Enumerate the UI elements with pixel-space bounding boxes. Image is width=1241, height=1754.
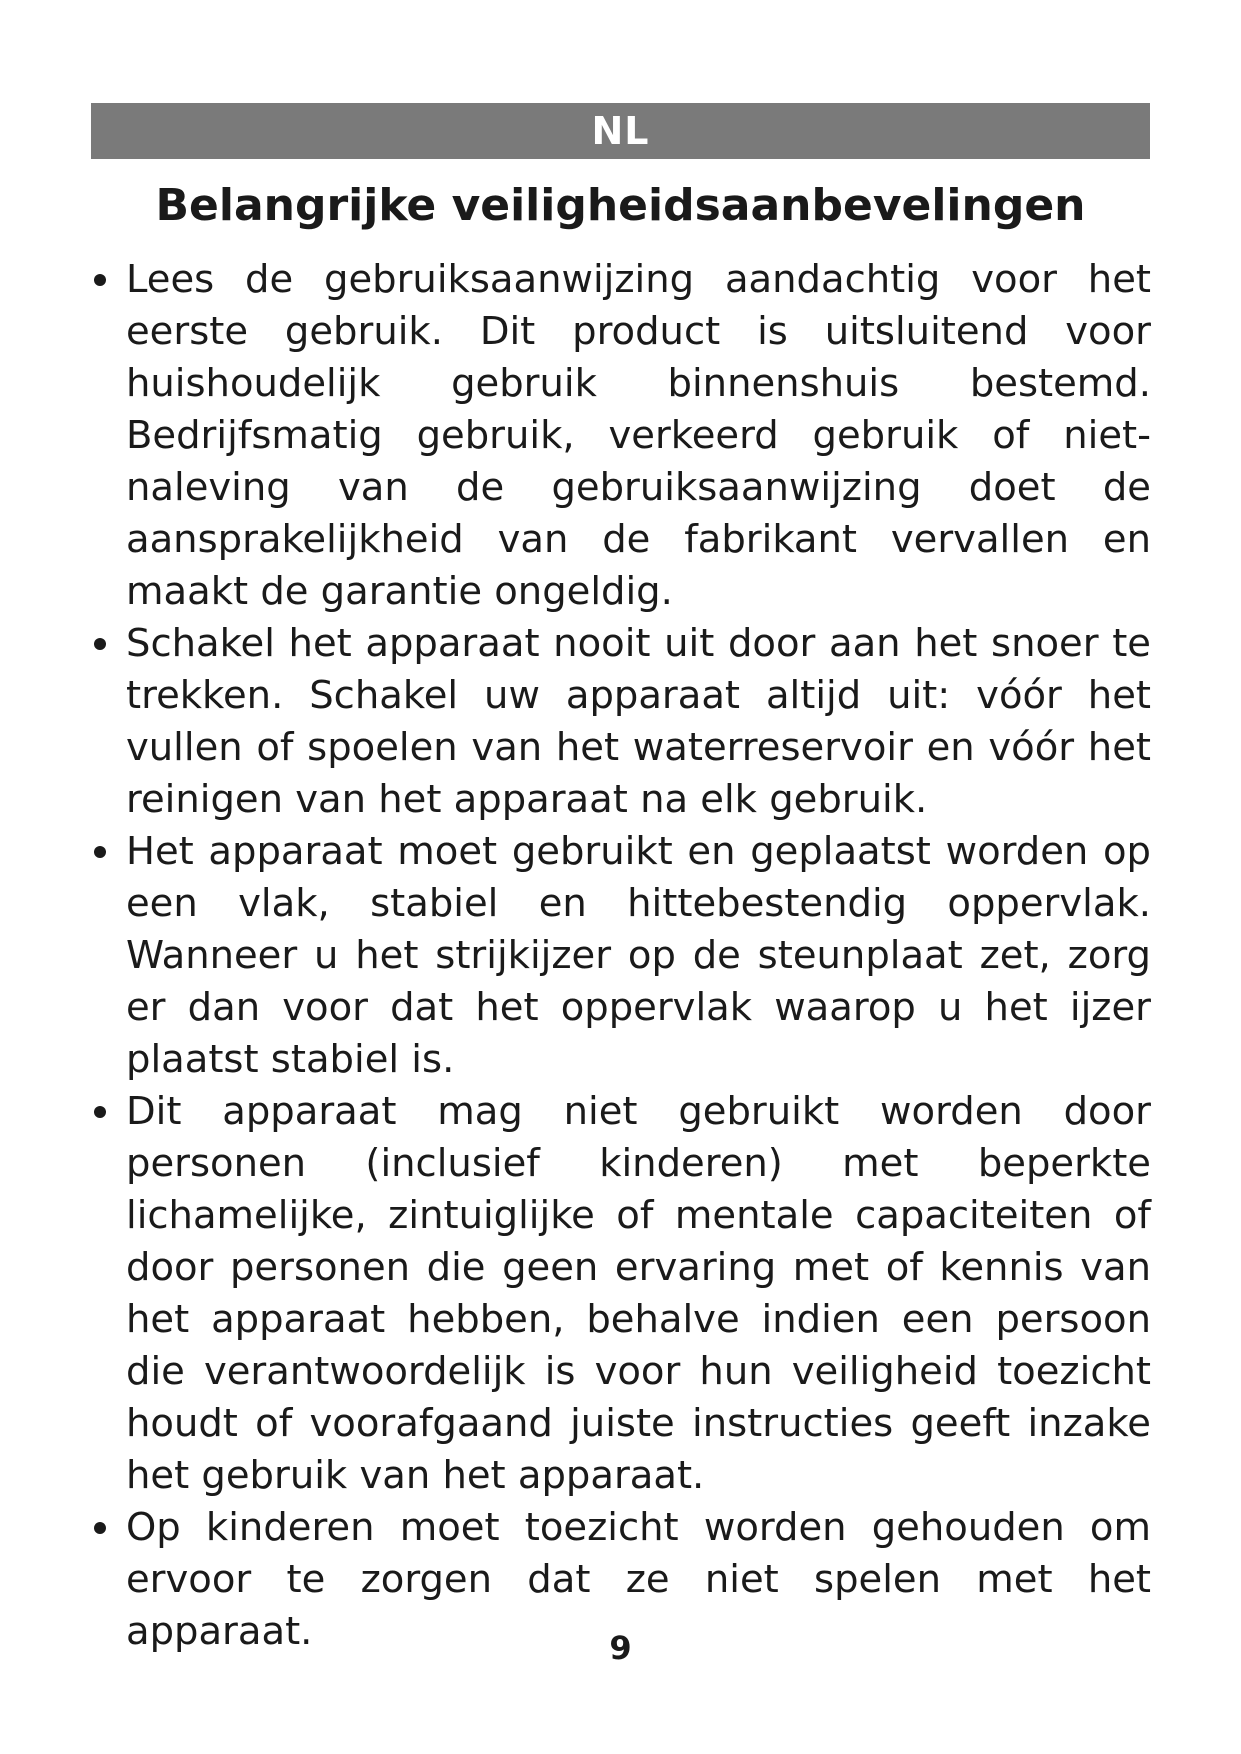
language-header-bar bbox=[91, 103, 1150, 159]
list-item-text: Het apparaat moet gebruikt en geplaatst worden op een vlak, stabiel en hittebestendig oppervlak. Wanneer u het strijkijzer op de steunplaat zet, zorg er dan voor dat het oppervlak waarop u het ijzer plaatst stabiel is. bbox=[126, 829, 1151, 1082]
page-number: 9 bbox=[609, 1629, 632, 1667]
page-title: Belangrijke veiligheidsaanbevelingen bbox=[155, 180, 1086, 231]
language-code: NL bbox=[591, 109, 650, 153]
list-item-text: Lees de gebruiksaanwijzing aandachtig voor het eerste gebruik. Dit product is uitsluitend voor huishoudelijk gebruik binnenshuis bestemd. Bedrijfsmatig gebruik, verkeerd gebruik of niet-naleving van de gebruiksaanwijzing doet de aansprakelijkheid van de fabrikant vervallen en maakt de garantie ongeldig. bbox=[126, 257, 1151, 614]
bullet-icon bbox=[94, 1106, 106, 1118]
list-item-text: Op kinderen moet toezicht worden gehouden om ervoor te zorgen dat ze niet spelen met het apparaat. bbox=[126, 1505, 1151, 1654]
list-item-text: Dit apparaat mag niet gebruikt worden door personen (inclusief kinderen) met beperkte lichamelijke, zintuiglijke of mentale capaciteiten of door personen die geen ervaring met of kennis van het apparaat hebben, behalve indien een persoon die verantwoordelijk is voor hun veiligheid toezicht houdt of voorafgaand juiste instructies geeft inzake het gebruik van het apparaat. bbox=[126, 1089, 1151, 1498]
list-item bbox=[91, 618, 1151, 826]
list-item bbox=[91, 254, 1151, 618]
bullet-icon bbox=[94, 274, 106, 286]
bullet-icon bbox=[94, 846, 106, 858]
list-item bbox=[91, 826, 1151, 1086]
bullet-icon bbox=[94, 1522, 106, 1534]
safety-recommendations-list bbox=[91, 254, 1151, 1658]
list-item bbox=[91, 1086, 1151, 1502]
list-item-text: Schakel het apparaat nooit uit door aan het snoer te trekken. Schakel uw apparaat altijd uit: vóór het vullen of spoelen van het waterreservoir en vóór het reinigen van het apparaat na elk gebruik. bbox=[126, 621, 1151, 822]
bullet-icon bbox=[94, 638, 106, 650]
